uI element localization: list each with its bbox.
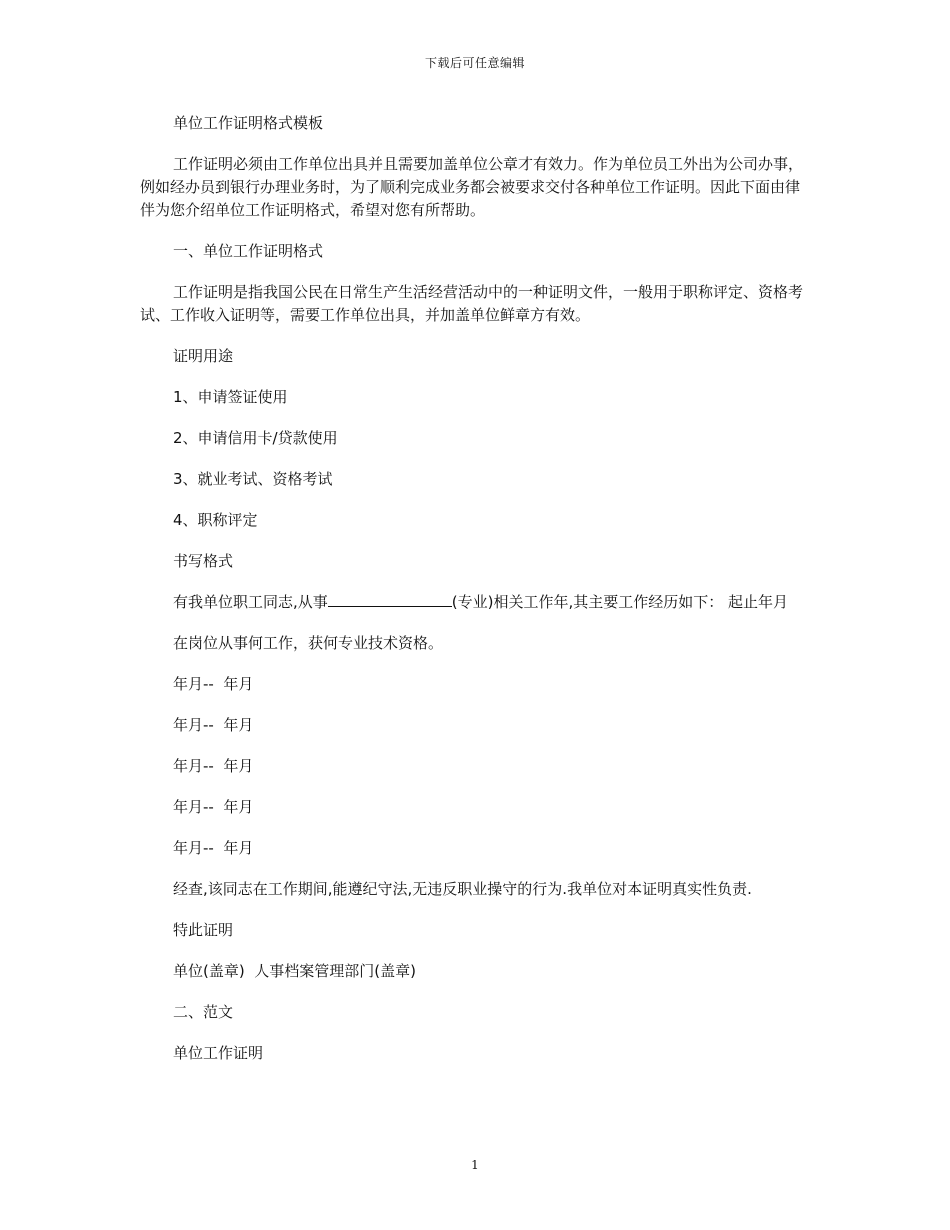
format-line-prefix: 有我单位职工同志,从事 [173,593,328,611]
period-line: 年月-- 年月 [173,798,254,816]
intro-paragraph: 工作证明必须由工作单位出具并且需要加盖单位公章才有效力。作为单位员工外出为公司办事，例如经办员到银行办理业务时，为了顺利完成业务都会被要求交付各种单位工作证明。因此下面由律伴为您介绍单位工作证明格式，希望对您有所帮助。 [140,155,804,219]
verification-paragraph: 经查,该同志在工作期间,能遵纪守法,无违反职业操守的行为.我单位对本证明真实性负责. [173,880,752,898]
document-title: 单位工作证明格式模板 [173,114,324,132]
usage-heading: 证明用途 [173,347,234,365]
format-line [140,591,808,614]
usage-item: 2、申请信用卡/贷款使用 [173,429,338,447]
seal-line: 单位(盖章) 人事档案管理部门(盖章) [173,962,416,980]
document-body [140,112,808,1083]
position-line: 在岗位从事何工作，获何专业技术资格。 [173,634,444,652]
sample-title: 单位工作证明 [173,1044,264,1062]
usage-item: 1、申请签证使用 [173,388,288,406]
section2-heading: 二、范文 [173,1003,234,1021]
special-proof: 特此证明 [173,921,234,939]
period-line: 年月-- 年月 [173,757,254,775]
section1-heading: 一、单位工作证明格式 [173,242,324,260]
format-line-suffix: (专业)相关工作年,其主要工作经历如下： 起止年月 [451,593,789,611]
usage-item: 4、职称评定 [173,511,258,529]
section1-paragraph: 工作证明是指我国公民在日常生产生活经营活动中的一种证明文件，一般用于职称评定、资格考试、工作收入证明等，需要工作单位出具，并加盖单位鲜章方有效。 [140,283,804,324]
blank-underline [328,592,452,607]
page-header: 下载后可任意编辑 [424,56,525,70]
period-line: 年月-- 年月 [173,716,254,734]
usage-item: 3、就业考试、资格考试 [173,470,333,488]
period-line: 年月-- 年月 [173,675,254,693]
page-number: 1 [471,1158,479,1172]
format-heading: 书写格式 [173,552,234,570]
period-line: 年月-- 年月 [173,839,254,857]
